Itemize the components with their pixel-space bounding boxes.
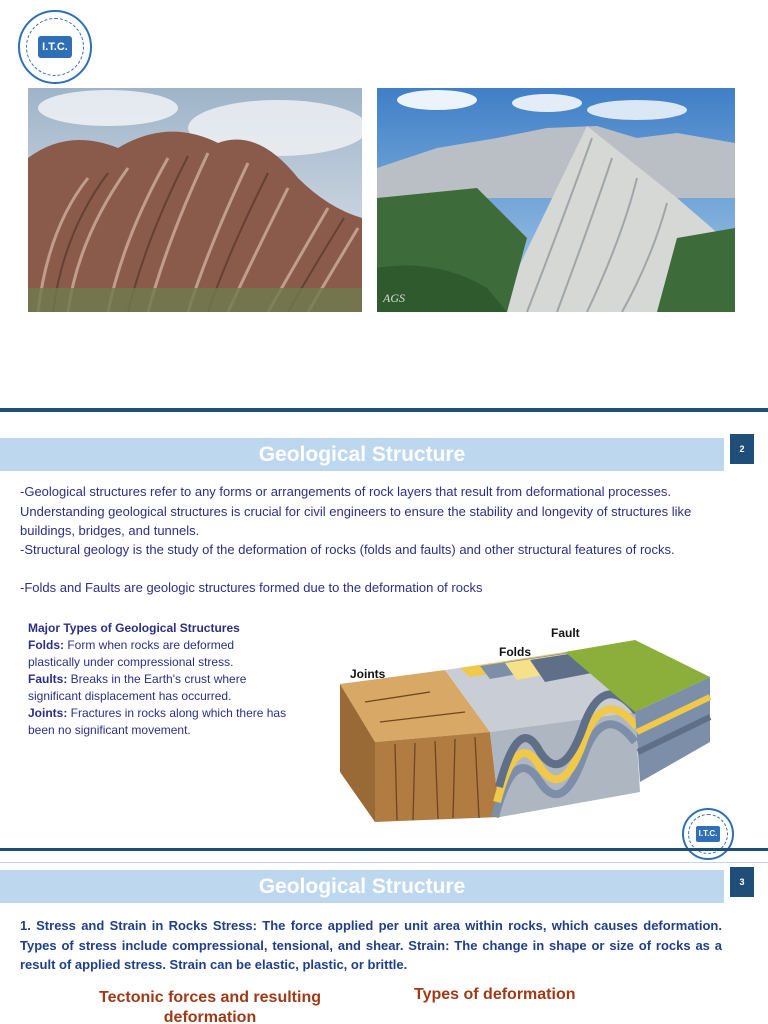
slide-3-title: Geological Structure	[258, 875, 466, 898]
slide-3-subtitle-left: Tectonic forces and resulting deformation	[99, 989, 321, 1024]
folded-rock-photo	[28, 88, 362, 312]
photo-watermark: AGS	[383, 291, 405, 305]
slide-2-title: Geological Structure	[258, 443, 466, 466]
slide-1	[0, 0, 768, 408]
slide-divider-2-light	[0, 862, 768, 863]
itc-logo-small	[682, 808, 734, 860]
slide-divider-2	[0, 848, 768, 851]
slide-3-subtitle-right: Types of deformation	[414, 986, 576, 1003]
slide-2-paragraph-3: -Folds and Faults are geologic structures formed due to the deformation of rocks	[20, 580, 483, 595]
geologic-block-diagram	[335, 622, 715, 827]
type-item-faults: Faults: Breaks in the Earth's crust where significant displacement has occurred.	[28, 672, 247, 703]
itc-logo	[18, 10, 92, 84]
type-item-joints: Joints: Fractures in rocks along which there has been no significant movement.	[28, 706, 287, 737]
logo-small-core-text: I.T.C.	[696, 826, 720, 842]
slide-2-title-bar	[0, 438, 724, 471]
slide-2-page-number: 2	[730, 434, 754, 464]
label-folds: Folds	[499, 645, 531, 659]
slide-3-page-number: 3	[730, 867, 754, 897]
label-fault: Fault	[551, 626, 580, 640]
label-joints: Joints	[350, 667, 386, 681]
major-types-heading: Major Types of Geological Structures	[28, 621, 240, 635]
folded-mountain-photo	[377, 88, 735, 312]
slide-2-paragraph-1: -Geological structures refer to any forms or arrangements of rock layers that result from deformational processes. Understanding geological structures is crucial for civil engineers to ensure the stability and longevity of structures like buildings, bridges, and tunnels.	[20, 484, 692, 538]
slide-3-title-bar	[0, 870, 724, 903]
slide-divider-1	[0, 408, 768, 412]
logo-core-text: I.T.C.	[38, 36, 72, 58]
type-item-folds: Folds: Form when rocks are deformed plastically under compressional stress.	[28, 638, 235, 669]
slide-2-paragraph-2: -Structural geology is the study of the deformation of rocks (folds and faults) and other structural features of rocks.	[20, 542, 675, 557]
slide-3-paragraph: 1. Stress and Strain in Rocks Stress: The force applied per unit area within rocks, which causes deformation. Types of stress include compressional, tensional, and shear. Strain: The change in shape or size of rocks as a result of applied stress. Strain can be elastic, plastic, or brittle.	[20, 918, 722, 972]
major-types-list	[28, 620, 288, 739]
